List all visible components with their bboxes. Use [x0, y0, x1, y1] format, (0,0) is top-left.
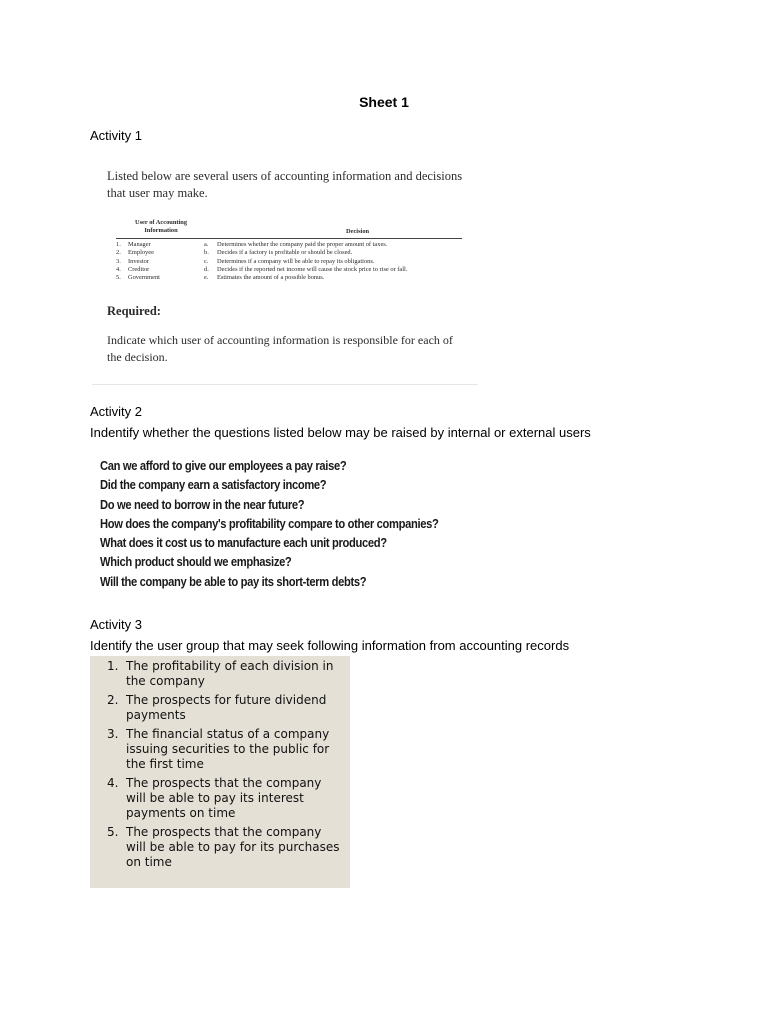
user-name: Creditor	[128, 265, 150, 273]
item-number: 5.	[107, 825, 119, 839]
user-number: 2.	[116, 249, 121, 257]
user-name: Employee	[128, 249, 154, 257]
activity2-question-list	[100, 456, 439, 591]
sheet-title: Sheet 1	[359, 94, 409, 110]
decision-letter: b.	[204, 249, 209, 257]
activity2-heading: Activity 2	[90, 404, 143, 419]
decision-text: Determines whether the company paid the proper amount of taxes.	[217, 241, 388, 248]
item-number: 2.	[107, 693, 119, 707]
table-row	[116, 249, 462, 257]
list-item	[90, 693, 344, 723]
item-text: The prospects that the company will be able to pay its interest payments on time	[126, 776, 322, 820]
item-number: 4.	[107, 776, 119, 790]
list-item	[90, 776, 344, 821]
table-row	[116, 241, 462, 249]
activity3-description: Identify the user group that may seek following information from accounting records	[90, 638, 570, 653]
item-text: The prospects that the company will be able to pay for its purchases on time	[126, 825, 340, 869]
decision-text: Decides if the reported net income will cause the stock price to rise or fall.	[217, 265, 408, 273]
list-item: Can we afford to give our employees a pay raise?	[100, 458, 347, 473]
user-number: 3.	[116, 257, 121, 265]
list-item: Did the company earn a satisfactory income?	[100, 477, 327, 493]
decision-text: Estimates the amount of a possible bonus.	[217, 274, 325, 282]
item-text: The financial status of a company issuing securities to the public for the first time	[126, 727, 330, 771]
list-item: Do we need to borrow in the near future?	[100, 496, 305, 512]
users-decisions-table	[116, 218, 462, 282]
table-row	[116, 274, 462, 282]
user-name: Investor	[128, 257, 149, 265]
decision-text: Decides if a factory is profitable or should be closed.	[217, 249, 353, 257]
list-item: What does it cost us to manufacture each unit produced?	[100, 535, 387, 551]
table-row	[116, 258, 462, 266]
item-number: 1.	[107, 659, 119, 673]
decision-letter: c.	[204, 257, 209, 265]
decision-letter: d.	[204, 265, 209, 273]
table-row	[116, 266, 462, 274]
decision-letter: e.	[204, 274, 209, 282]
list-item	[90, 659, 344, 689]
activity3-heading: Activity 3	[90, 617, 143, 632]
decision-letter: a.	[204, 241, 209, 248]
decision-text: Determines if a company will be able to repay its obligations.	[217, 257, 375, 265]
item-text: The prospects for future dividend payments	[126, 693, 327, 722]
activity3-figure	[90, 656, 350, 888]
list-item	[90, 727, 344, 772]
table-header	[116, 218, 462, 239]
user-number: 4.	[116, 265, 121, 273]
item-number: 3.	[107, 727, 119, 741]
list-item: Which product should we emphasize?	[100, 554, 292, 570]
activity1-instruction: Indicate which user of accounting information is responsible for each of the decision.	[107, 333, 453, 364]
list-item: Will the company be able to pay its short-term debts?	[100, 573, 367, 589]
table-rows	[116, 239, 462, 282]
column-header-user: User of Accounting Information	[134, 219, 188, 234]
required-label: Required:	[107, 304, 161, 318]
activity1-intro: Listed below are several users of accounting information and decisions that user may make.	[107, 169, 463, 200]
user-number: 5.	[116, 274, 121, 282]
activity2-description: Indentify whether the questions listed below may be raised by internal or external users	[90, 425, 591, 440]
activity1-figure	[92, 158, 478, 385]
list-item	[90, 825, 344, 870]
user-name: Manager	[128, 241, 151, 248]
column-header-decision: Decision	[346, 228, 370, 235]
item-text: The profitability of each division in the company	[126, 659, 334, 688]
user-number: 1.	[116, 241, 121, 248]
activity1-heading: Activity 1	[90, 128, 143, 143]
list-item: How does the company's profitability compare to other companies?	[100, 515, 439, 531]
user-name: Government	[128, 274, 160, 282]
